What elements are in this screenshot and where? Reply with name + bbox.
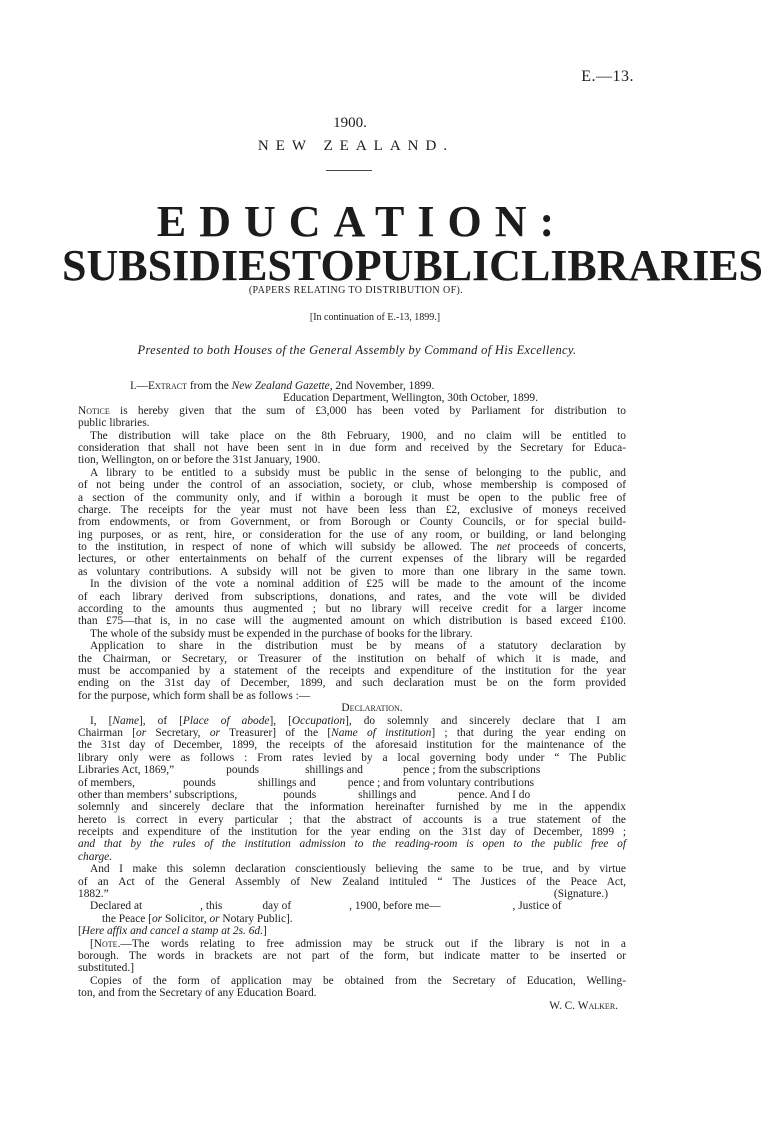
notice-line: lectures, or other entertainments on behalf of the current expenses of the library will be regarded: [78, 553, 626, 566]
declaration-line: of members, pounds shillings and pence ; and from voluntary contributions: [78, 776, 535, 789]
notice-line: tion, Wellington, on or before the 31st January, 1900.: [78, 454, 321, 467]
notice-line: of not being under the control of an association, society, or club, whose membership is composed of: [78, 479, 626, 492]
declaration-line: of an Act of the General Assembly of New Zealand intituled “ The Justices of the Peace Act,: [78, 875, 626, 888]
declaration-line: charge.: [78, 850, 113, 863]
sub-title-word: SUBSIDIES: [62, 241, 292, 290]
sub-title-word: TO: [291, 241, 355, 290]
declaration-line: hereto is correct in every particular ; that the abstract of accounts is a true statement of the: [78, 813, 626, 826]
note-line: borough. The words in brackets are not part of the form, but indicate matter to be inserted or: [78, 949, 626, 962]
declaration-heading: Declaration.: [341, 702, 403, 715]
declaration-line: Libraries Act, 1869,” pounds shillings and pence ; from the subscriptions: [78, 764, 541, 777]
notice-line: The whole of the subsidy must be expended in the purchase of books for the library.: [90, 627, 473, 640]
declaration-line: library only were as follows : From rates levied by a local governing body under “ The Public: [78, 751, 626, 764]
notice-line: than £75—that is, in no case will the augmented amount on which distribution is based exceed £100.: [78, 615, 626, 628]
note-line: Copies of the form of application may be obtained from the Secretary of Education, Welling-: [90, 974, 626, 987]
notice-line: The distribution will take place on the 8th February, 1900, and no claim will be entitled to: [90, 429, 626, 442]
declaration-line: solemnly and sincerely declare that the information hereinafter furnished by me in the appendix: [78, 801, 626, 814]
declaration-line: the 31st day of December, 1899, the receipts of the aforesaid institution for the maintenance of the: [78, 739, 626, 752]
continuation-note: [In continuation of E.-13, 1899.]: [309, 312, 441, 323]
main-title: EDUCATION:: [156, 197, 568, 246]
notice-line: according to the amounts thus augmented ; but no library will receive credit for a larger income: [78, 603, 626, 616]
notice-line: In the division of the vote a nominal addition of £25 will be made to the amount of the income: [90, 578, 626, 591]
note-line: [Note.—The words relating to free admission may be struck out if the library is not in a: [90, 937, 626, 950]
notice-line: from endowments, or from Government, or from Borough or County Councils, or for special build-: [78, 516, 626, 529]
declaration-line: 1882.” (Signature.): [78, 888, 608, 901]
papers-subtitle: (PAPERS RELATING TO DISTRIBUTION OF).: [248, 285, 464, 296]
notice-line: consideration that shall not have been sent in in due form and received by the Secretary for Educa-: [78, 441, 626, 454]
notice-line: Notice is hereby given that the sum of £3,000 has been voted by Parliament for distribution to: [78, 404, 626, 417]
heading-rule: [326, 170, 372, 171]
extract-heading: I.—Extract from the New Zealand Gazette, 2nd November, 1899.: [130, 380, 435, 392]
declaration-line: other than members’ subscriptions, pounds shillings and pence. And I do: [78, 788, 531, 801]
declaration-line: and that by the rules of the institution admission to the reading-room is open to the public free of: [78, 838, 626, 851]
note-line: substituted.]: [78, 962, 135, 975]
notice-line: a section of the community only, and if within a borough it must be open to the public free of: [78, 491, 626, 504]
declaration-line: receipts and expenditure of the institution for the year ending on the 31st day of December, 1899 ;: [78, 826, 626, 839]
notice-line: to the institution, in respect of none of which will subsidy be allowed. The net proceeds of concerts,: [78, 541, 627, 554]
presented-line: Presented to both Houses of the General Assembly by Command of His Excellency.: [137, 343, 577, 357]
notice-line: Application to share in the distribution must be by means of a statutory declaration by: [90, 640, 626, 653]
notice-line: must be accompanied by a statement of the receipts and expenditure of the institution for the year: [78, 664, 626, 677]
notice-line: public libraries.: [78, 417, 150, 430]
declaration-line: the Peace [or Solicitor, or Notary Public].: [102, 912, 293, 925]
declaration-line: I, [Name], of [Place of abode], [Occupation], do solemnly and sincerely declare that I am: [90, 714, 626, 727]
notice-line: for the purpose, which form shall be as follows :—: [78, 689, 311, 702]
declaration-line: [Here affix and cancel a stamp at 2s. 6d.]: [78, 925, 267, 938]
signature: W. C. Walker.: [549, 999, 618, 1012]
note-line: ton, and from the Secretary of any Education Board.: [78, 987, 317, 1000]
notice-line: as voluntary contributions. A subsidy will not be given to more than one library in the same town.: [78, 565, 626, 578]
document-reference: E.—13.: [581, 68, 634, 85]
sub-title-word: LIBRARIES: [520, 241, 763, 290]
sub-title: [62, 240, 763, 291]
department-line: Education Department, Wellington, 30th October, 1899.: [283, 392, 538, 405]
declaration-line: Declared at , this day of , 1900, before me— , Justice of: [90, 900, 562, 913]
sub-title-word: PUBLIC: [354, 241, 521, 290]
notice-line: ing purposes, or as rent, hire, or consideration for the use of any room, or building, or land belonging: [78, 528, 626, 541]
document-body: [78, 380, 626, 1012]
notice-line: ending on the 31st day of December, 1899, and such declaration must be on the form provided: [78, 677, 626, 690]
document-year: 1900.: [333, 115, 367, 131]
notice-line: the Chairman, or Secretary, or Treasurer of the institution on behalf of which it is made, and: [78, 652, 626, 665]
declaration-line: Chairman [or Secretary, or Treasurer] of the [Name of institution] ; that during the year ending on: [78, 726, 626, 739]
country-heading: NEW ZEALAND.: [257, 138, 455, 154]
declaration-line: And I make this solemn declaration conscientiously believing the same to be true, and by virtue: [90, 863, 626, 876]
notice-line: charge. The receipts for the year must not have been less than £2, exclusive of moneys received: [78, 503, 626, 516]
notice-line: A library to be entitled to a subsidy must be public in the sense of belonging to the public, and: [90, 466, 626, 479]
notice-line: of each library derived from subscriptions, donations, and rates, and the vote will be divided: [78, 590, 626, 603]
